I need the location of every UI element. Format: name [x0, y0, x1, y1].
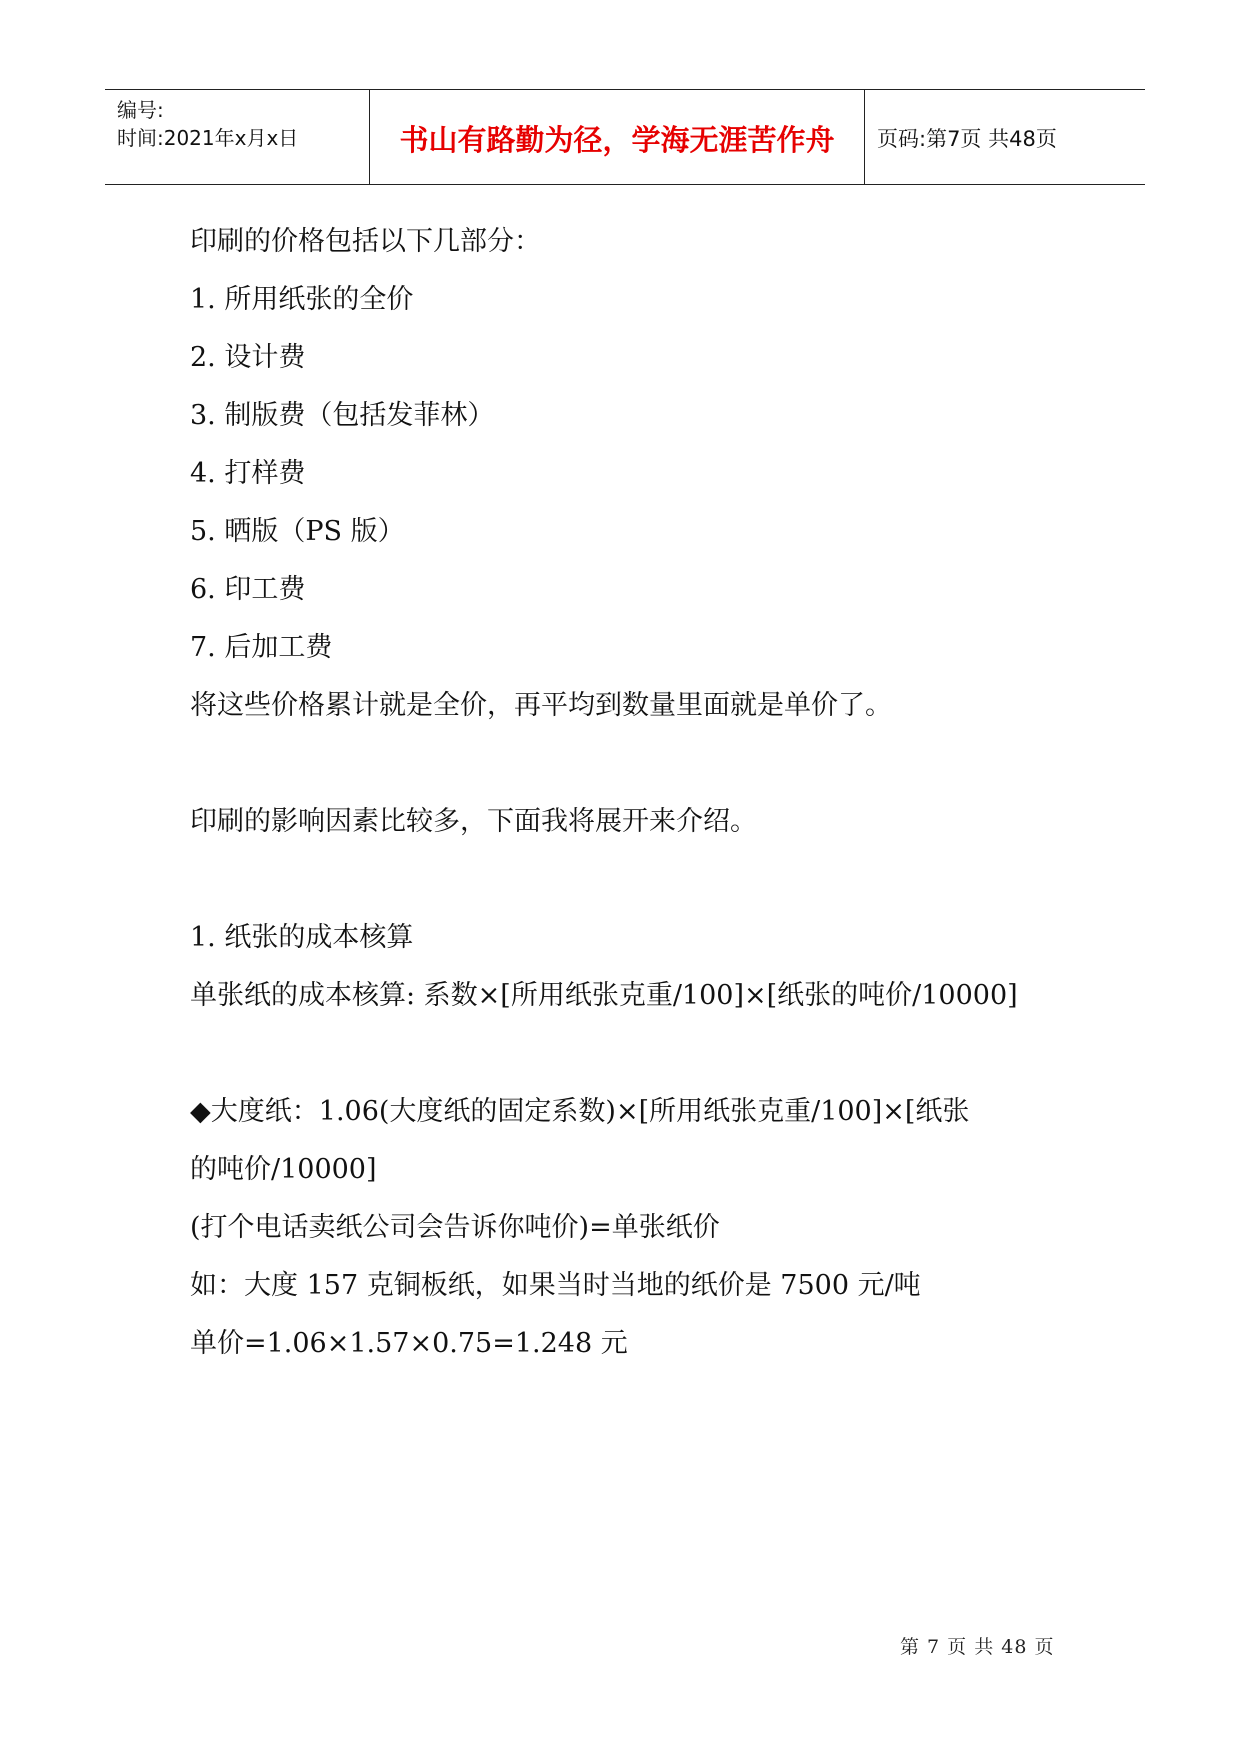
document-header	[105, 89, 1145, 185]
list-item: 1. 所用纸张的全价	[190, 284, 414, 315]
header-page-info: 页码:第7页 共48页	[877, 127, 1057, 151]
doc-time-label: 时间:2021年x月x日	[117, 126, 299, 150]
list-item: 5. 晒版（PS 版）	[190, 516, 405, 547]
factors-paragraph: 印刷的影响因素比较多，下面我将展开来介绍。	[190, 806, 757, 837]
intro-paragraph: 印刷的价格包括以下几部分：	[190, 226, 541, 257]
list-item: 6. 印工费	[190, 574, 306, 605]
page-footer: 第 7 页 共 48 页	[900, 1636, 1055, 1658]
header-motto-cell	[370, 90, 865, 184]
header-left-cell	[105, 90, 370, 184]
header-motto: 书山有路勤为径，学海无涯苦作舟	[399, 123, 835, 157]
summary-paragraph: 将这些价格累计就是全价，再平均到数量里面就是单价了。	[190, 690, 892, 721]
result-paragraph: 单价=1.06×1.57×0.75=1.248 元	[190, 1328, 628, 1359]
formula-paragraph: ◆大度纸：1.06(大度纸的固定系数)×[所用纸张克重/100]×[纸张	[190, 1096, 970, 1127]
formula-paragraph: 的吨价/10000]	[190, 1154, 377, 1185]
list-item: 7. 后加工费	[190, 632, 333, 663]
header-page-cell	[865, 90, 1145, 184]
formula-paragraph: 单张纸的成本核算: 系数×[所用纸张克重/100]×[纸张的吨价/10000]	[190, 980, 1018, 1011]
list-item: 2. 设计费	[190, 342, 306, 373]
example-paragraph: 如：大度 157 克铜板纸，如果当时当地的纸价是 7500 元/吨	[190, 1270, 921, 1301]
section-heading: 1. 纸张的成本核算	[190, 922, 414, 953]
note-paragraph: (打个电话卖纸公司会告诉你吨价)=单张纸价	[190, 1212, 720, 1243]
list-item: 4. 打样费	[190, 458, 306, 489]
list-item: 3. 制版费（包括发菲林）	[190, 400, 495, 431]
doc-number-label: 编号:	[117, 98, 164, 122]
